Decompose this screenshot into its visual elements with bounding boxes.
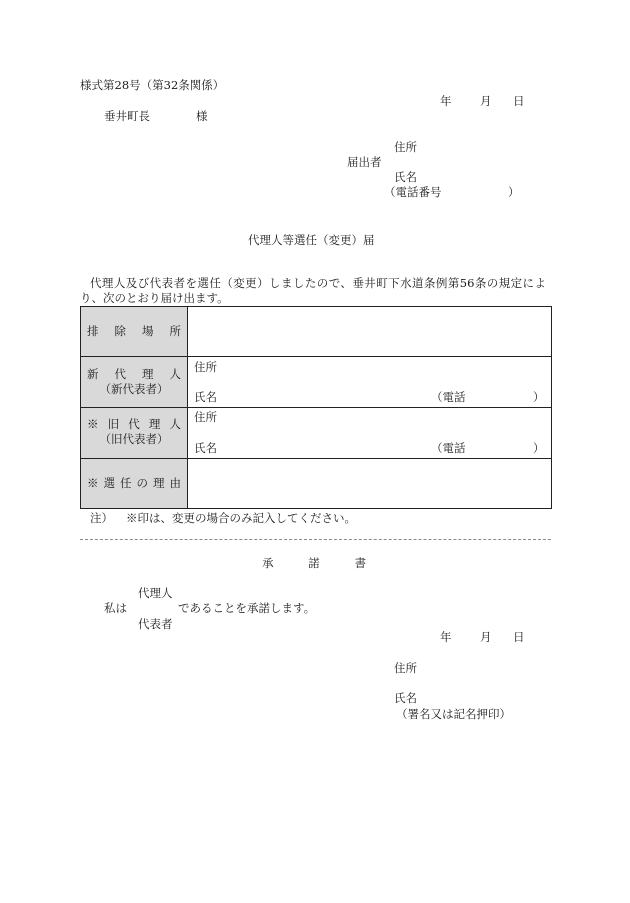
- consent-date-year-label: 年: [440, 630, 452, 644]
- note-prefix: 注）: [90, 511, 113, 525]
- old-agent-label: ※旧代理人: [87, 417, 181, 431]
- new-agent-phone-close: ）: [533, 390, 545, 404]
- table-label-cell: [81, 307, 188, 356]
- old-agent-name-label: 氏名: [194, 441, 217, 455]
- consent-signature-note: （署名又は記名押印）: [396, 707, 511, 721]
- consent-title: 承諾書: [262, 556, 366, 570]
- consent-name-label: 氏名: [394, 691, 417, 705]
- applicant-phone-close: ）: [508, 185, 520, 199]
- applicant-phone-label: （電話番号: [384, 185, 442, 199]
- table-row-discharge-location: [81, 307, 551, 356]
- new-agent-label: 新代理人: [87, 367, 181, 381]
- consent-address-label: 住所: [394, 661, 417, 675]
- table-row-appointment-reason: [81, 458, 551, 508]
- old-agent-phone-close: ）: [533, 441, 545, 455]
- date-month-label: 月: [480, 94, 492, 108]
- new-agent-address-label: 住所: [194, 360, 217, 374]
- consent-statement-suffix: であることを承諾します。: [178, 601, 316, 615]
- applicant-name-label: 氏名: [394, 170, 417, 184]
- consent-role-option-representative: 代表者: [138, 617, 173, 631]
- table-row-old-agent: [81, 407, 551, 458]
- old-agent-phone-label: （電話: [431, 441, 466, 455]
- old-agent-value-cell: [188, 408, 551, 458]
- consent-statement-prefix: 私は: [104, 601, 127, 615]
- consent-date-month-label: 月: [480, 630, 492, 644]
- new-agent-sublabel: （新代表者）: [99, 382, 169, 396]
- date-year-label: 年: [440, 94, 452, 108]
- applicant-role-label: 届出者: [347, 155, 382, 169]
- old-agent-address-label: 住所: [194, 410, 217, 424]
- appointment-reason-label: ※選任の理由: [87, 476, 181, 490]
- old-agent-sublabel: （旧代表者）: [99, 432, 169, 446]
- appointment-reason-value-cell: [188, 459, 551, 508]
- body-line-2: り、次のとおり届け出ます。: [80, 291, 229, 305]
- note-text: ※印は、変更の場合のみ記入してください。: [126, 511, 356, 525]
- new-agent-value-cell: [188, 357, 551, 407]
- form-number: 様式第28号（第32条関係）: [80, 78, 225, 92]
- body-line-1: 代理人及び代表者を選任（変更）しましたので、垂井町下水道条例第56条の規定によ: [90, 276, 546, 290]
- table-label-cell: [81, 357, 188, 407]
- table-label-cell: [81, 408, 188, 458]
- discharge-location-label: 排除場所: [87, 324, 181, 338]
- consent-date-day-label: 日: [513, 630, 525, 644]
- applicant-address-label: 住所: [394, 140, 417, 154]
- table-row-new-agent: [81, 356, 551, 407]
- consent-role-option-agent: 代理人: [138, 586, 173, 600]
- new-agent-phone-label: （電話: [431, 390, 466, 404]
- dashed-separator: [80, 539, 551, 540]
- discharge-location-value-cell: [188, 307, 551, 356]
- form-title: 代理人等選任（変更）届: [248, 233, 375, 247]
- date-day-label: 日: [513, 94, 525, 108]
- addressee-honorific: 様: [196, 109, 208, 123]
- addressee-name: 垂井町長: [104, 109, 150, 123]
- agent-table: [80, 306, 552, 509]
- table-label-cell: [81, 459, 188, 508]
- new-agent-name-label: 氏名: [194, 390, 217, 404]
